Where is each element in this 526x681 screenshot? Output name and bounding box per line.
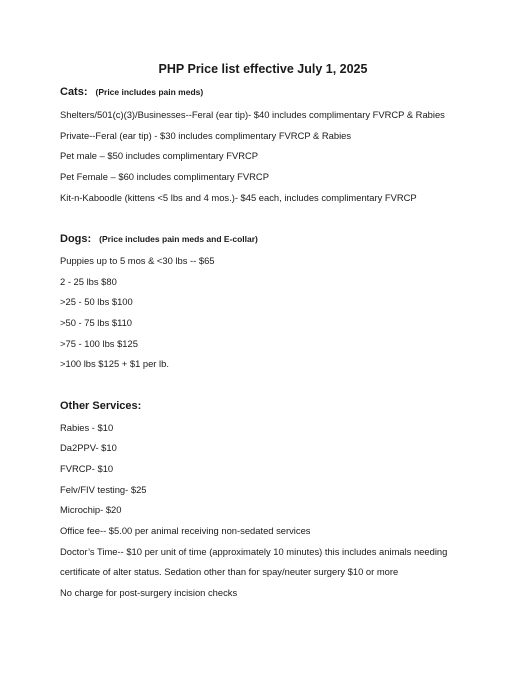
- dogs-item: 2 - 25 lbs $80: [60, 276, 117, 287]
- cats-note: (Price includes pain meds): [95, 87, 204, 97]
- other-item: Office fee-- $5.00 per animal receiving non-sedated services: [60, 525, 311, 536]
- cats-heading: Cats:: [60, 86, 88, 98]
- other-item: certificate of alter status. Sedation other than for spay/neuter surgery $10 or more: [60, 566, 399, 577]
- other-item: Da2PPV- $10: [60, 442, 117, 453]
- other-item: Rabies - $10: [60, 422, 114, 433]
- dogs-note: (Price includes pain meds and E-collar): [99, 234, 258, 244]
- cats-item: Shelters/501(c)(3)/Businesses--Feral (ear tip)- $40 includes complimentary FVRCP & Rabies: [60, 109, 445, 120]
- dogs-item: >25 - 50 lbs $100: [60, 296, 133, 307]
- cats-item: Private--Feral (ear tip) - $30 includes complimentary FVRCP & Rabies: [60, 130, 352, 141]
- other-item: Microchip- $20: [60, 504, 122, 515]
- dogs-item: >50 - 75 lbs $110: [60, 317, 133, 328]
- dogs-item: >75 - 100 lbs $125: [60, 338, 138, 349]
- other-item: Doctor’s Time-- $10 per unit of time (approximately 10 minutes) this includes animals needing: [60, 546, 448, 557]
- dogs-heading: Dogs:: [60, 233, 92, 245]
- page-title: PHP Price list effective July 1, 2025: [158, 62, 368, 76]
- dogs-section-heading: [60, 233, 258, 245]
- dogs-item: Puppies up to 5 mos & <30 lbs -- $65: [60, 255, 215, 266]
- cats-item: Kit-n-Kaboodle (kittens <5 lbs and 4 mos.)- $45 each, includes complimentary FVRCP: [60, 192, 417, 203]
- cats-section-heading: [60, 86, 203, 98]
- other-services-heading: Other Services:: [60, 400, 142, 412]
- cats-item: Pet male – $50 includes complimentary FVRCP: [60, 150, 259, 161]
- cats-item: Pet Female – $60 includes complimentary FVRCP: [60, 171, 269, 182]
- other-item: Felv/FIV testing- $25: [60, 484, 147, 495]
- dogs-item: >100 lbs $125 + $1 per lb.: [60, 358, 169, 369]
- other-item: No charge for post-surgery incision checks: [60, 587, 238, 598]
- other-item: FVRCP- $10: [60, 463, 114, 474]
